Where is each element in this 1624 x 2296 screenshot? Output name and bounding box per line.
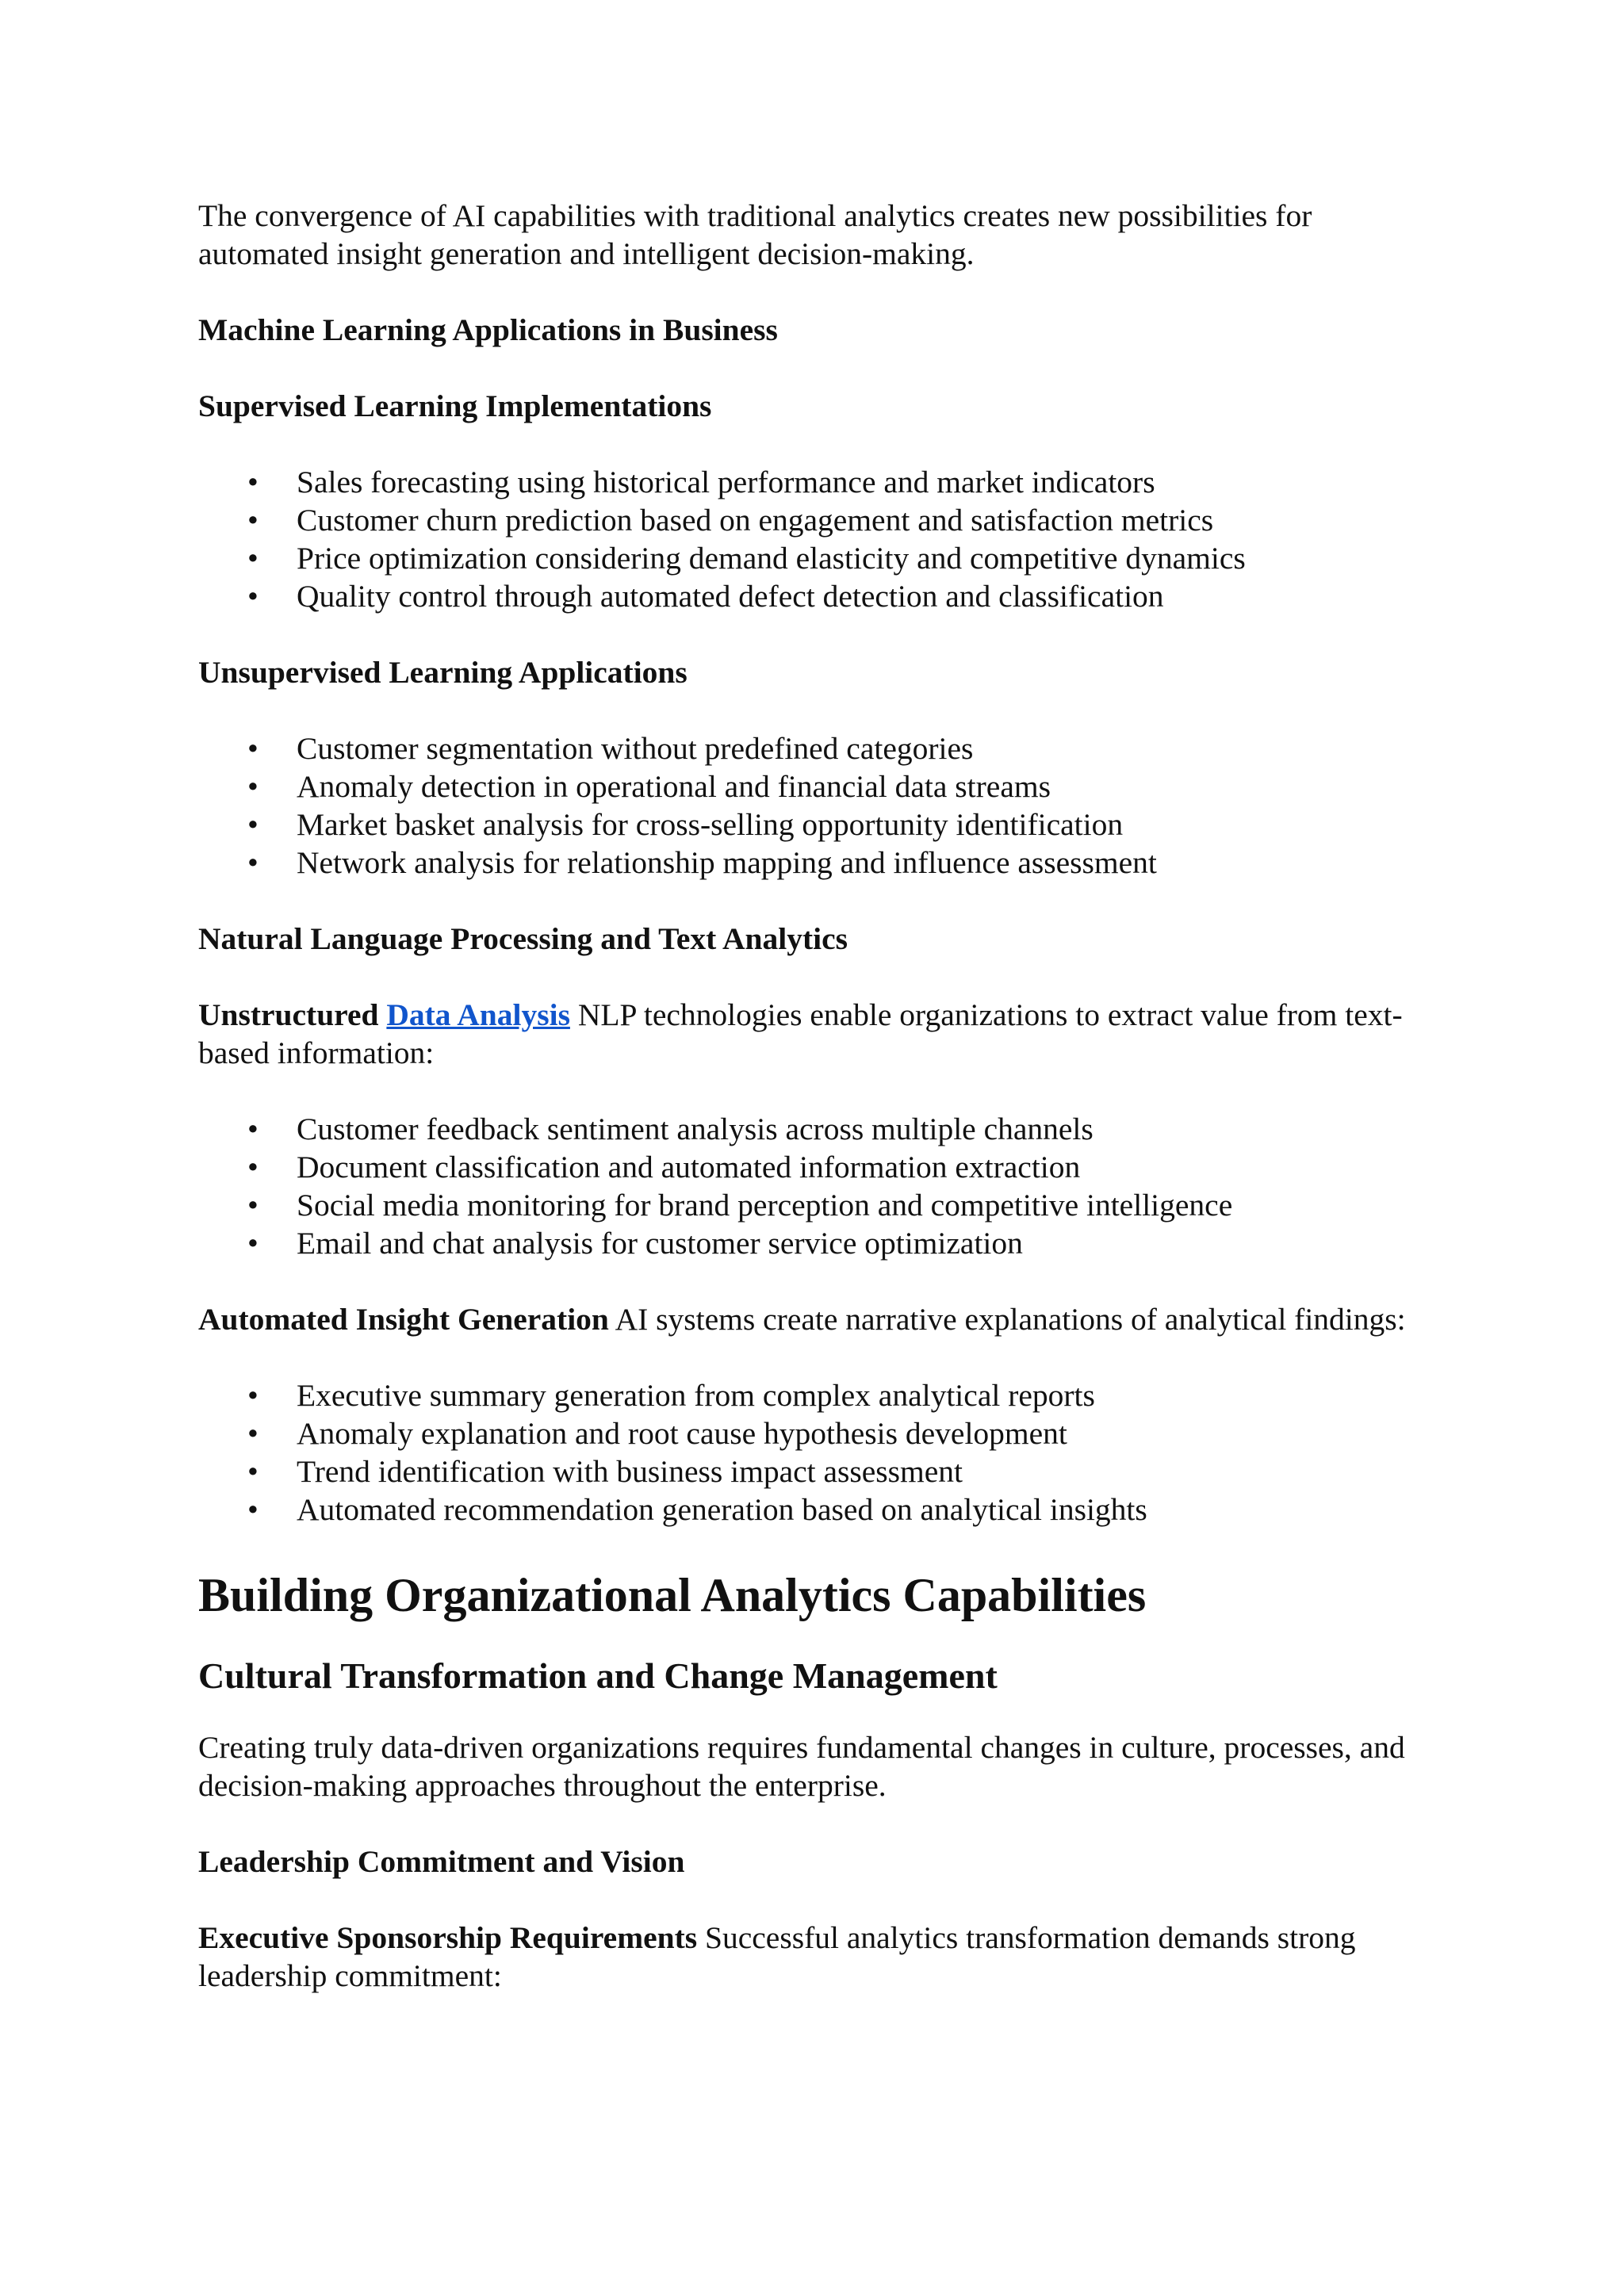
insight-list — [198, 1376, 1435, 1529]
insight-lead-bold: Automated Insight Generation — [198, 1302, 609, 1337]
list-item: • Social media monitoring for brand perception and competitive intelligence — [198, 1186, 1435, 1224]
document-page — [198, 197, 1435, 1995]
list-item: • Email and chat analysis for customer service optimization — [198, 1224, 1435, 1262]
list-item: • Market basket analysis for cross-selling opportunity identification — [198, 806, 1435, 844]
list-item: • Customer feedback sentiment analysis across multiple channels — [198, 1110, 1435, 1148]
leadership-heading: Leadership Commitment and Vision — [198, 1844, 685, 1879]
section-subtitle: Cultural Transformation and Change Management — [198, 1655, 998, 1696]
exec-lead-bold: Executive Sponsorship Requirements — [198, 1920, 698, 1955]
list-item: • Executive summary generation from complex analytical reports — [198, 1376, 1435, 1414]
nlp-heading: Natural Language Processing and Text Analytics — [198, 921, 848, 956]
list-item: • Customer segmentation without predefined categories — [198, 729, 1435, 767]
insight-lead-text: AI systems create narrative explanations of analytical findings: — [608, 1302, 1406, 1337]
list-item: • Automated recommendation generation based on analytical insights — [198, 1490, 1435, 1529]
nlp-lead-bold: Unstructured — [198, 997, 379, 1032]
list-item: • Price optimization considering demand elasticity and competitive dynamics — [198, 539, 1435, 577]
list-item: • Anomaly explanation and root cause hypothesis development — [198, 1414, 1435, 1452]
list-item: • Trend identification with business impact assessment — [198, 1452, 1435, 1490]
exec-paragraph — [198, 1919, 1435, 1995]
section-title: Building Organizational Analytics Capabilities — [198, 1569, 1147, 1621]
ml-heading: Machine Learning Applications in Business — [198, 312, 778, 347]
unsupervised-list — [198, 729, 1435, 882]
list-item: • Quality control through automated defect detection and classification — [198, 577, 1435, 615]
list-item: • Anomaly detection in operational and financial data streams — [198, 767, 1435, 806]
nlp-list — [198, 1110, 1435, 1262]
list-item: • Network analysis for relationship mapping and influence assessment — [198, 844, 1435, 882]
exec-lead-text: Successful analytics transformation demands strong leadership commitment: — [198, 1920, 1356, 1993]
supervised-list — [198, 463, 1435, 615]
intro-paragraph: The convergence of AI capabilities with traditional analytics creates new possibilities for automated insight generation and intelligent decision-making. — [198, 198, 1312, 271]
data-analysis-link[interactable]: Data Analysis — [386, 997, 570, 1032]
nlp-lead-text: NLP technologies enable organizations to extract value from text-based information: — [198, 997, 1403, 1070]
insight-paragraph — [198, 1300, 1435, 1338]
unsupervised-heading: Unsupervised Learning Applications — [198, 655, 688, 690]
supervised-heading: Supervised Learning Implementations — [198, 388, 712, 423]
list-item: • Document classification and automated information extraction — [198, 1148, 1435, 1186]
culture-paragraph: Creating truly data-driven organizations requires fundamental changes in culture, processes, and decision-making approaches throughout the enterprise. — [198, 1730, 1405, 1803]
list-item: • Customer churn prediction based on engagement and satisfaction metrics — [198, 501, 1435, 539]
nlp-paragraph — [198, 996, 1435, 1072]
list-item: • Sales forecasting using historical performance and market indicators — [198, 463, 1435, 501]
